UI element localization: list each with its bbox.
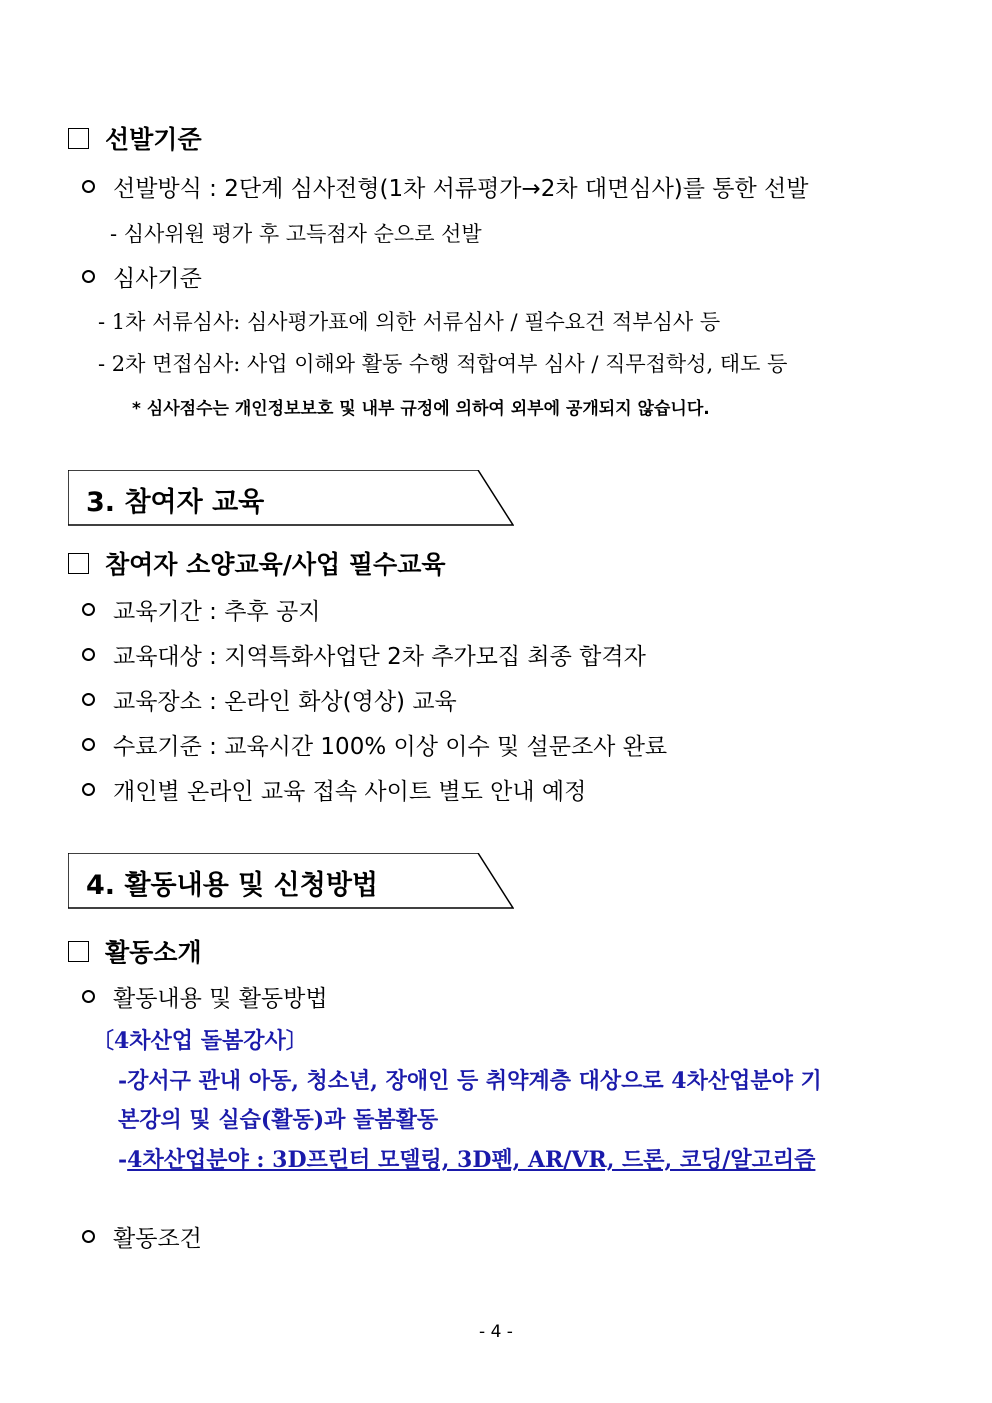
square-bullet-icon [68, 553, 89, 574]
section-4-title: 4. 활동내용 및 신청방법 [86, 870, 378, 901]
circle-bullet-icon [82, 738, 95, 751]
heading-text: 선발기준 [105, 125, 202, 154]
sub-item: - 1차 서류심사: 심사평가표에 의한 서류심사 / 필수요건 적부심사 등 [98, 310, 721, 334]
circle-bullet-icon [82, 1230, 95, 1243]
list-item-text: 활동조건 [113, 1226, 202, 1252]
dash-text: - [118, 1147, 128, 1173]
section-3-title-box [68, 470, 514, 525]
list-item-text: 활동내용 및 활동방법 [113, 986, 328, 1012]
heading-text: 활동소개 [105, 938, 202, 967]
circle-bullet-icon [82, 783, 95, 796]
circle-bullet-icon [82, 990, 95, 1003]
sub-item: - 심사위원 평가 후 고득점자 순으로 선발 [110, 222, 482, 246]
category-label: 〔4차산업 돌봄강사〕 [92, 1028, 308, 1054]
list-item [82, 980, 328, 1013]
heading-selection-criteria [68, 120, 202, 156]
square-bullet-icon [68, 128, 89, 149]
list-item [82, 683, 457, 716]
list-item [82, 728, 667, 761]
circle-bullet-icon [82, 648, 95, 661]
note-text: * 심사점수는 개인정보보호 및 내부 규정에 의하여 외부에 공개되지 않습니다. [132, 399, 710, 419]
description-line: 본강의 및 실습(활동)과 돌봄활동 [118, 1107, 439, 1133]
heading-text: 참여자 소양교육/사업 필수교육 [105, 550, 446, 579]
list-item-text: 교육장소 : 온라인 화상(영상) 교육 [113, 689, 457, 715]
list-item [82, 260, 202, 293]
list-item [82, 638, 646, 671]
list-item-text: 개인별 온라인 교육 접속 사이트 별도 안내 예정 [113, 779, 587, 805]
heading-participant-education [68, 545, 446, 581]
list-item-text: 수료기준 : 교육시간 100% 이상 이수 및 설문조사 완료 [113, 734, 668, 760]
list-item-text: 선발방식 : 2단계 심사전형(1차 서류평가→2차 대면심사)를 통한 선발 [113, 176, 809, 202]
circle-bullet-icon [82, 693, 95, 706]
list-item-text: 심사기준 [113, 266, 202, 292]
list-item [82, 170, 809, 203]
section-3-title: 3. 참여자 교육 [86, 487, 265, 518]
square-bullet-icon [68, 941, 89, 962]
description-line [118, 1143, 815, 1174]
list-item [82, 593, 320, 626]
list-item [82, 773, 586, 806]
circle-bullet-icon [82, 603, 95, 616]
description-line: -강서구 관내 아동, 청소년, 장애인 등 취약계층 대상으로 4차산업분야 기 [118, 1068, 822, 1094]
page-number: - 4 - [479, 1322, 513, 1342]
circle-bullet-icon [82, 270, 95, 283]
heading-activity-intro [68, 933, 202, 969]
list-item [82, 1220, 202, 1253]
section-4-title-box [68, 853, 514, 908]
fields-text: 4차산업분야 : 3D프린터 모델링, 3D펜, AR/VR, 드론, 코딩/알고리즘 [127, 1147, 816, 1173]
list-item-text: 교육기간 : 추후 공지 [113, 599, 321, 625]
list-item-text: 교육대상 : 지역특화사업단 2차 추가모집 최종 합격자 [113, 644, 646, 670]
sub-item: - 2차 면접심사: 사업 이해와 활동 수행 적합여부 심사 / 직무접학성, 태도 등 [98, 352, 788, 376]
circle-bullet-icon [82, 180, 95, 193]
